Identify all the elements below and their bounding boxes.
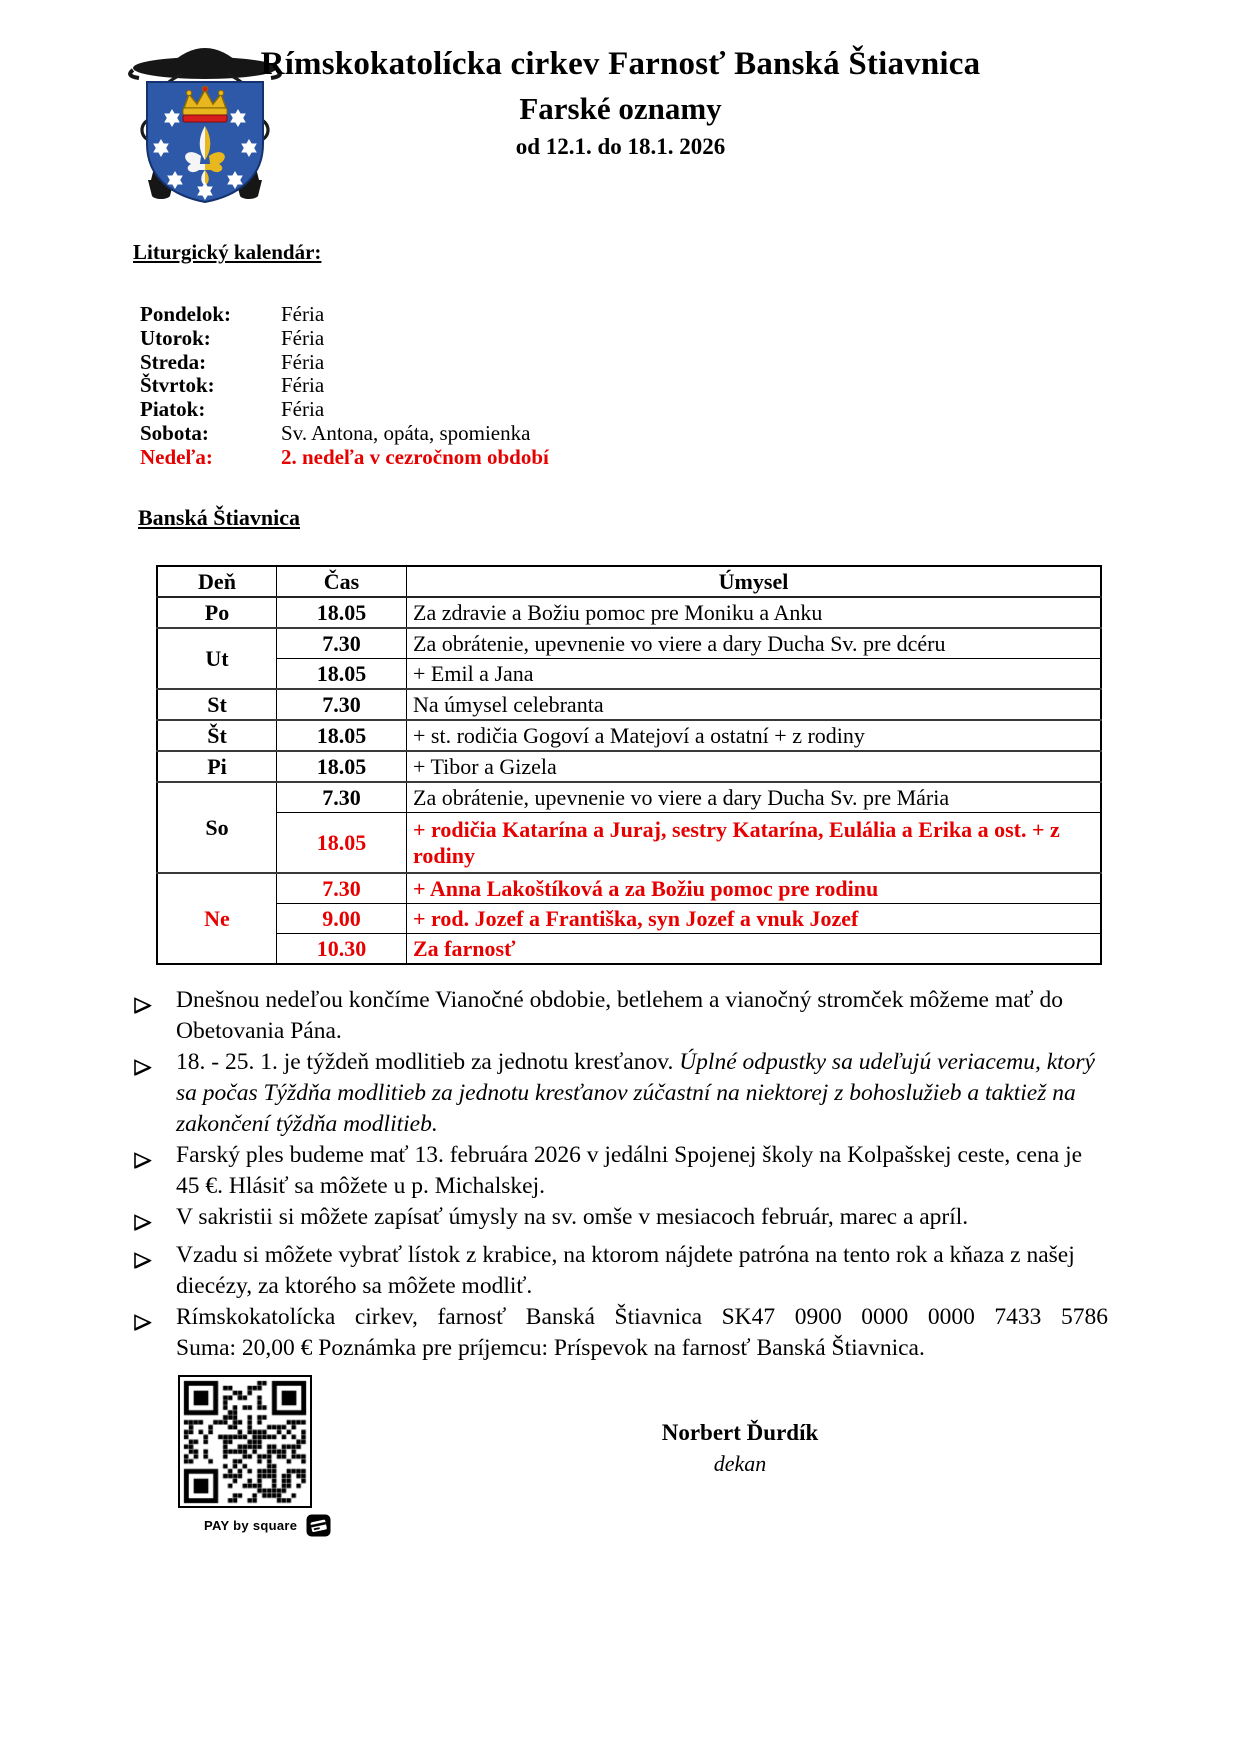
mass-day-cell: Po xyxy=(157,597,277,628)
payment-block xyxy=(178,1375,348,1537)
calendar-row xyxy=(140,327,549,351)
calendar-row xyxy=(140,422,549,446)
list-item xyxy=(133,985,1108,1047)
calendar-feast: Féria xyxy=(281,325,325,350)
page-title: Rímskokatolícka cirkev Farnosť Banská Štiavnica xyxy=(260,46,981,82)
mass-day-cell: Pi xyxy=(157,751,277,782)
calendar-feast: Féria xyxy=(281,373,325,398)
mass-time-cell: 18.05 xyxy=(277,597,407,628)
announcement-text: Vzadu si môžete vybrať lístok z krabice, na ktorom nájdete patróna na tento rok a kňaza z našej diecézy, za ktorého sa môžete modliť. xyxy=(176,1242,1075,1299)
column-header-day: Deň xyxy=(157,566,277,597)
mass-day-cell: Ut xyxy=(157,628,277,689)
table-row xyxy=(157,689,1101,720)
calendar-day: Sobota: xyxy=(140,420,209,445)
calendar-row-sunday xyxy=(140,446,549,470)
calendar-feast: Féria xyxy=(281,302,325,326)
header xyxy=(0,46,1241,160)
mass-time-cell: 7.30 xyxy=(277,689,407,720)
mass-time-cell: 18.05 xyxy=(277,720,407,751)
mass-schedule-table xyxy=(156,565,1102,965)
arrow-bullet-icon xyxy=(133,1202,176,1240)
liturgical-calendar xyxy=(140,303,549,470)
mass-intention-cell: + rodičia Katarína a Juraj, sestry Katarína, Eulália a Erika a ost. + z rodiny xyxy=(407,813,1102,874)
table-row xyxy=(157,628,1101,659)
mass-time-cell: 7.30 xyxy=(277,873,407,904)
mass-day-cell: Št xyxy=(157,720,277,751)
mass-intention-cell: Za farnosť xyxy=(407,934,1102,965)
arrow-bullet-icon xyxy=(133,1140,176,1178)
calendar-row xyxy=(140,351,549,375)
list-item xyxy=(133,1240,1108,1302)
arrow-bullet-icon xyxy=(133,1240,176,1278)
table-row xyxy=(157,904,1101,934)
signature-name: Norbert Ďurdík xyxy=(661,1420,819,1445)
mass-time-cell: 7.30 xyxy=(277,782,407,813)
calendar-feast: Féria xyxy=(281,397,325,422)
calendar-feast: Féria xyxy=(281,349,325,374)
list-item xyxy=(133,1202,1108,1240)
list-item xyxy=(133,1047,1108,1140)
mass-intention-cell: + Emil a Jana xyxy=(407,659,1102,690)
liturgical-calendar-heading: Liturgický kalendár: xyxy=(133,240,322,264)
mass-day-cell: So xyxy=(157,782,277,873)
column-header-time: Čas xyxy=(277,566,407,597)
arrow-bullet-icon xyxy=(133,985,176,1023)
announcement-text: V sakristii si môžete zapísať úmysly na sv. omše v mesiacoch február, marec a apríl. xyxy=(176,1204,969,1230)
mass-time-cell: 10.30 xyxy=(277,934,407,965)
page-subtitle: Farské oznamy xyxy=(519,91,722,126)
column-header-intention: Úmysel xyxy=(407,566,1102,597)
signature-title: dekan xyxy=(713,1451,767,1476)
table-row xyxy=(157,782,1101,813)
mass-intention-cell: Za obrátenie, upevnenie vo viere a dary Ducha Sv. pre Mária xyxy=(407,782,1102,813)
bank-account-line: Rímskokatolícka cirkev, farnosť Banská Štiavnica SK47 0900 0000 0000 7433 5786 xyxy=(176,1304,1108,1330)
list-item xyxy=(133,1302,1108,1364)
calendar-feast: 2. nedeľa v cezročnom období xyxy=(281,444,549,469)
calendar-feast: Sv. Antona, opáta, spomienka xyxy=(281,420,531,445)
parish-heading: Banská Štiavnica xyxy=(138,505,300,530)
announcement-text xyxy=(176,1047,1108,1140)
table-row xyxy=(157,751,1101,782)
mass-time-cell: 18.05 xyxy=(277,659,407,690)
mass-time-cell: 9.00 xyxy=(277,904,407,934)
mass-day-cell: St xyxy=(157,689,277,720)
announcements-list xyxy=(133,985,1108,1364)
table-row xyxy=(157,597,1101,628)
announcement-text: Farský ples budeme mať 13. februára 2026 v jedálni Spojenej školy na Kolpašskej ceste, cena je 45 €. Hlásiť sa môžete u p. Michalskej. xyxy=(176,1142,1083,1199)
payment-note-line: Suma: 20,00 € Poznámka pre príjemcu: Príspevok na farnosť Banská Štiavnica. xyxy=(176,1335,925,1361)
arrow-bullet-icon xyxy=(133,1302,176,1340)
mass-intention-cell: Za zdravie a Božiu pomoc pre Moniku a Anku xyxy=(407,597,1102,628)
announcement-lead: 18. - 25. 1. je týždeň modlitieb za jednotu kresťanov. xyxy=(176,1049,680,1075)
arrow-bullet-icon xyxy=(133,1047,176,1085)
mass-time-cell: 7.30 xyxy=(277,628,407,659)
list-item xyxy=(133,1140,1108,1202)
calendar-row xyxy=(140,374,549,398)
payment-card-icon xyxy=(306,1514,331,1537)
calendar-day: Piatok: xyxy=(140,397,206,422)
mass-intention-cell: Za obrátenie, upevnenie vo viere a dary Ducha Sv. pre dcéru xyxy=(407,628,1102,659)
table-row xyxy=(157,720,1101,751)
announcement-italic: Úplné odpustky sa udeľujú veriacemu, ktorý sa počas Týždňa modlitieb za jednotu kresťanov zúčastní na niektorej z bohoslužieb a taktiež na zakončení týždňa modlitieb. xyxy=(176,1049,1095,1137)
calendar-day: Streda: xyxy=(140,349,207,374)
table-row xyxy=(157,659,1101,690)
pay-by-square-qr-code xyxy=(178,1375,312,1508)
mass-day-cell: Ne xyxy=(157,873,277,964)
mass-intention-cell: + Anna Lakoštíková a za Božiu pomoc pre rodinu xyxy=(407,873,1102,904)
table-row xyxy=(157,934,1101,965)
announcement-text: Dnešnou nedeľou končíme Vianočné obdobie, betlehem a vianočný stromček môžeme mať do Obetovania Pána. xyxy=(176,987,1063,1044)
pay-by-square-label: PAY by square xyxy=(204,1518,298,1533)
signature-block xyxy=(540,1420,940,1477)
mass-intention-cell: + st. rodičia Gogoví a Matejoví a ostatní + z rodiny xyxy=(407,720,1102,751)
calendar-row xyxy=(140,398,549,422)
calendar-day: Pondelok: xyxy=(140,302,232,326)
calendar-row xyxy=(140,303,549,327)
table-header-row xyxy=(157,566,1101,597)
date-range: od 12.1. do 18.1. 2026 xyxy=(515,134,726,159)
announcement-text xyxy=(176,1302,1108,1364)
mass-intention-cell: + rod. Jozef a Františka, syn Jozef a vnuk Jozef xyxy=(407,904,1102,934)
mass-intention-cell: Na úmysel celebranta xyxy=(407,689,1102,720)
calendar-day: Utorok: xyxy=(140,325,211,350)
calendar-day: Nedeľa: xyxy=(140,444,213,469)
calendar-day: Štvrtok: xyxy=(140,373,215,398)
mass-intention-cell: + Tibor a Gizela xyxy=(407,751,1102,782)
mass-time-cell: 18.05 xyxy=(277,751,407,782)
table-row xyxy=(157,873,1101,904)
table-row xyxy=(157,813,1101,874)
mass-time-cell: 18.05 xyxy=(277,813,407,874)
